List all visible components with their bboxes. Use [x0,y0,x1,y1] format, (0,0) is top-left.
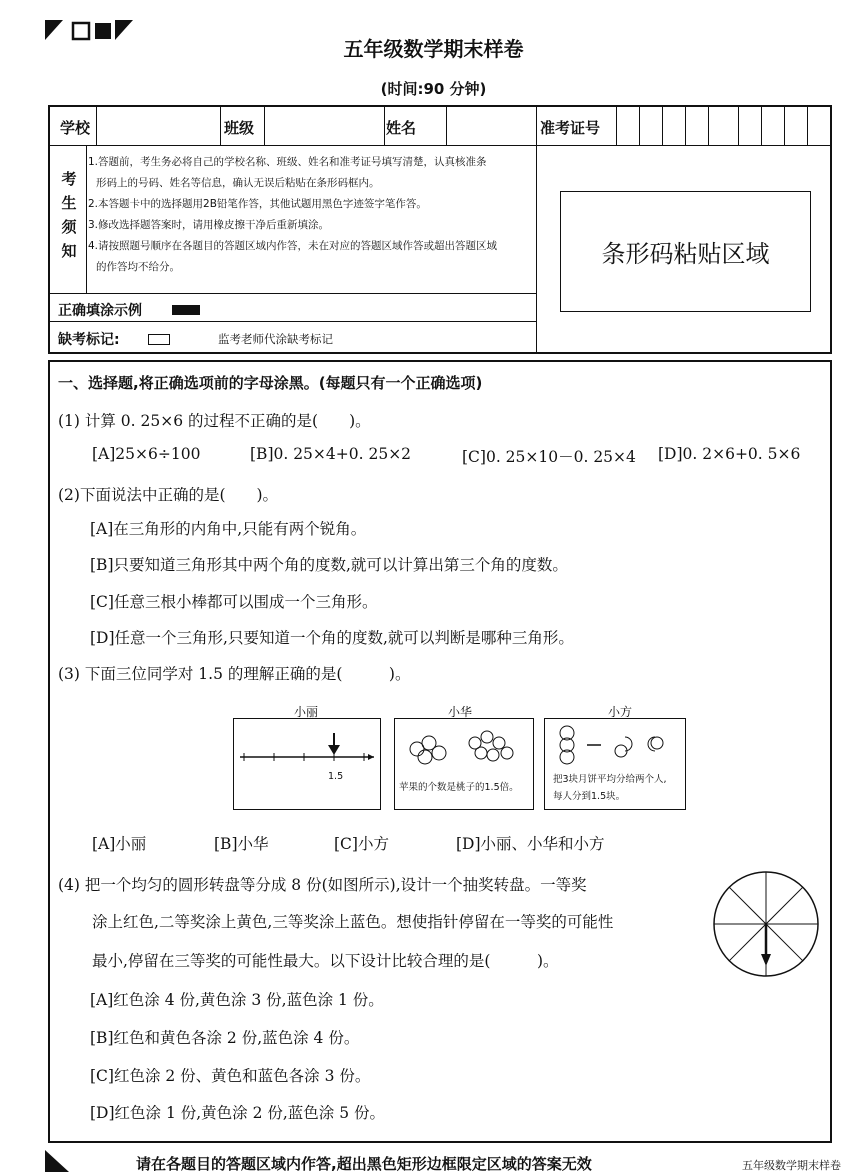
notice-heading [58,167,80,263]
fig-xiaoli-title: 小丽 [294,705,319,719]
school-field[interactable] [97,107,219,145]
q4-line-2: 涂上红色,二等奖涂上黄色,三等奖涂上蓝色。想使指针停留在一等奖的可能性 [92,913,614,931]
page-title: 五年级数学期末样卷 [343,37,524,61]
footer-page-label: 五年级数学期末样卷 [742,1159,841,1172]
q4-option-c[interactable]: [C]红色涂 2 份、黄色和蓝色各涂 3 份。 [90,1067,371,1085]
q3-option-d[interactable]: [D]小丽、小华和小方 [456,835,605,853]
class-field[interactable] [265,107,383,145]
barcode-label: 条形码粘贴区域 [601,240,770,268]
absent-note: 监考老师代涂缺考标记 [218,332,333,346]
footer-warning: 请在各题目的答题区域内作答,超出黑色矩形边框限定区域的答案无效 [136,1155,592,1173]
notice-char: 生 [61,194,77,212]
exam-id-field[interactable] [617,107,830,145]
fill-example-label: 正确填涂示例 [58,303,142,319]
absent-checkbox[interactable] [148,334,170,345]
exam-duration: (时间:90 分钟) [380,80,487,98]
fill-example-mark [172,305,200,315]
number-line-label: 1.5 [328,771,344,782]
fig-xiaofang-title: 小方 [608,705,633,719]
q1-option-a[interactable]: [A]25×6÷100 [92,445,201,463]
q4-line-1: (4) 把一个均匀的圆形转盘等分成 8 份(如图所示),设计一个抽奖转盘。一等奖 [58,876,587,894]
q1-option-d[interactable]: [D]0. 2×6+0. 5×6 [658,445,801,463]
fig-xiaoli-number-line [233,718,381,810]
notice-char: 须 [61,218,77,236]
q2-stem: (2)下面说法中正确的是( )。 [58,486,279,504]
q2-option-d[interactable]: [D]任意一个三角形,只要知道一个角的度数,就可以判断是哪种三角形。 [90,629,574,647]
notice-line: 1.答题前，考生务必将自己的学校名称、班级、姓名和准考证号填写清楚，认真核准条 [88,156,487,168]
fig-xiaohua-title: 小华 [448,705,473,719]
notice-char: 考 [61,170,77,188]
q2-option-c[interactable]: [C]任意三根小棒都可以围成一个三角形。 [90,593,378,611]
absent-label: 缺考标记: [58,332,120,348]
notice-list [88,152,534,278]
mooncake-icon [545,719,685,771]
caption-line: 把3块月饼平均分给两个人, [553,774,667,785]
notice-line: 2.本答题卡中的选择题用2B铅笔作答，其他试题用黑色字迹签字笔作答。 [88,198,427,210]
notice-line: 形码上的号码、姓名等信息，确认无误后粘贴在条形码框内。 [96,177,380,189]
q1-option-c[interactable]: [C]0. 25×10－0. 25×4 [462,448,636,466]
notice-line: 3.修改选择题答案时，请用橡皮擦干净后重新填涂。 [88,219,330,231]
fig-xiaofang-caption [553,771,667,805]
name-field[interactable] [447,107,535,145]
q4-option-d[interactable]: [D]红色涂 1 份,黄色涂 2 份,蓝色涂 5 份。 [90,1104,386,1122]
corner-mark-icon [45,1150,71,1172]
q1-option-b[interactable]: [B]0. 25×4+0. 25×2 [250,445,412,463]
q3-option-a[interactable]: [A]小丽 [92,835,147,853]
number-line-diagram [234,719,380,809]
q4-line-3: 最小,停留在三等奖的可能性最大。以下设计比较合理的是( )。 [92,952,559,970]
class-label: 班级 [224,119,255,137]
caption-line: 每人分到1.5块。 [553,791,626,802]
fig-xiaofang-mooncakes [544,718,686,810]
school-label: 学校 [60,119,91,137]
notice-line: 的作答均不给分。 [96,261,180,273]
q3-option-b[interactable]: [B]小华 [214,835,269,853]
q2-option-b[interactable]: [B]只要知道三角形其中两个角的度数,就可以计算出第三个角的度数。 [90,556,568,574]
notice-line: 4.请按照题号顺序在各题目的答题区域内作答，未在对应的答题区域作答或超出答题区域 [88,240,498,252]
barcode-area[interactable] [560,191,811,312]
spinner-wheel-icon [710,868,822,980]
apples-peaches-icon [395,719,533,775]
q3-stem: (3) 下面三位同学对 1.5 的理解正确的是( )。 [58,665,411,683]
section-title: 一、选择题,将正确选项前的字母涂黑。(每题只有一个正确选项) [58,374,483,392]
q3-option-c[interactable]: [C]小方 [334,835,389,853]
q1-stem: (1) 计算 0. 25×6 的过程不正确的是( )。 [58,412,371,430]
exam-id-label: 准考证号 [540,119,601,137]
q4-option-b[interactable]: [B]红色和黄色各涂 2 份,蓝色涂 4 份。 [90,1029,360,1047]
fig-xiaohua-caption: 苹果的个数是桃子的1.5倍。 [399,782,519,793]
fig-xiaohua-fruits [394,718,534,810]
q2-option-a[interactable]: [A]在三角形的内角中,只能有两个锐角。 [90,520,367,538]
q4-option-a[interactable]: [A]红色涂 4 份,黄色涂 3 份,蓝色涂 1 份。 [90,991,384,1009]
name-label: 姓名 [386,119,417,137]
notice-char: 知 [61,242,77,260]
